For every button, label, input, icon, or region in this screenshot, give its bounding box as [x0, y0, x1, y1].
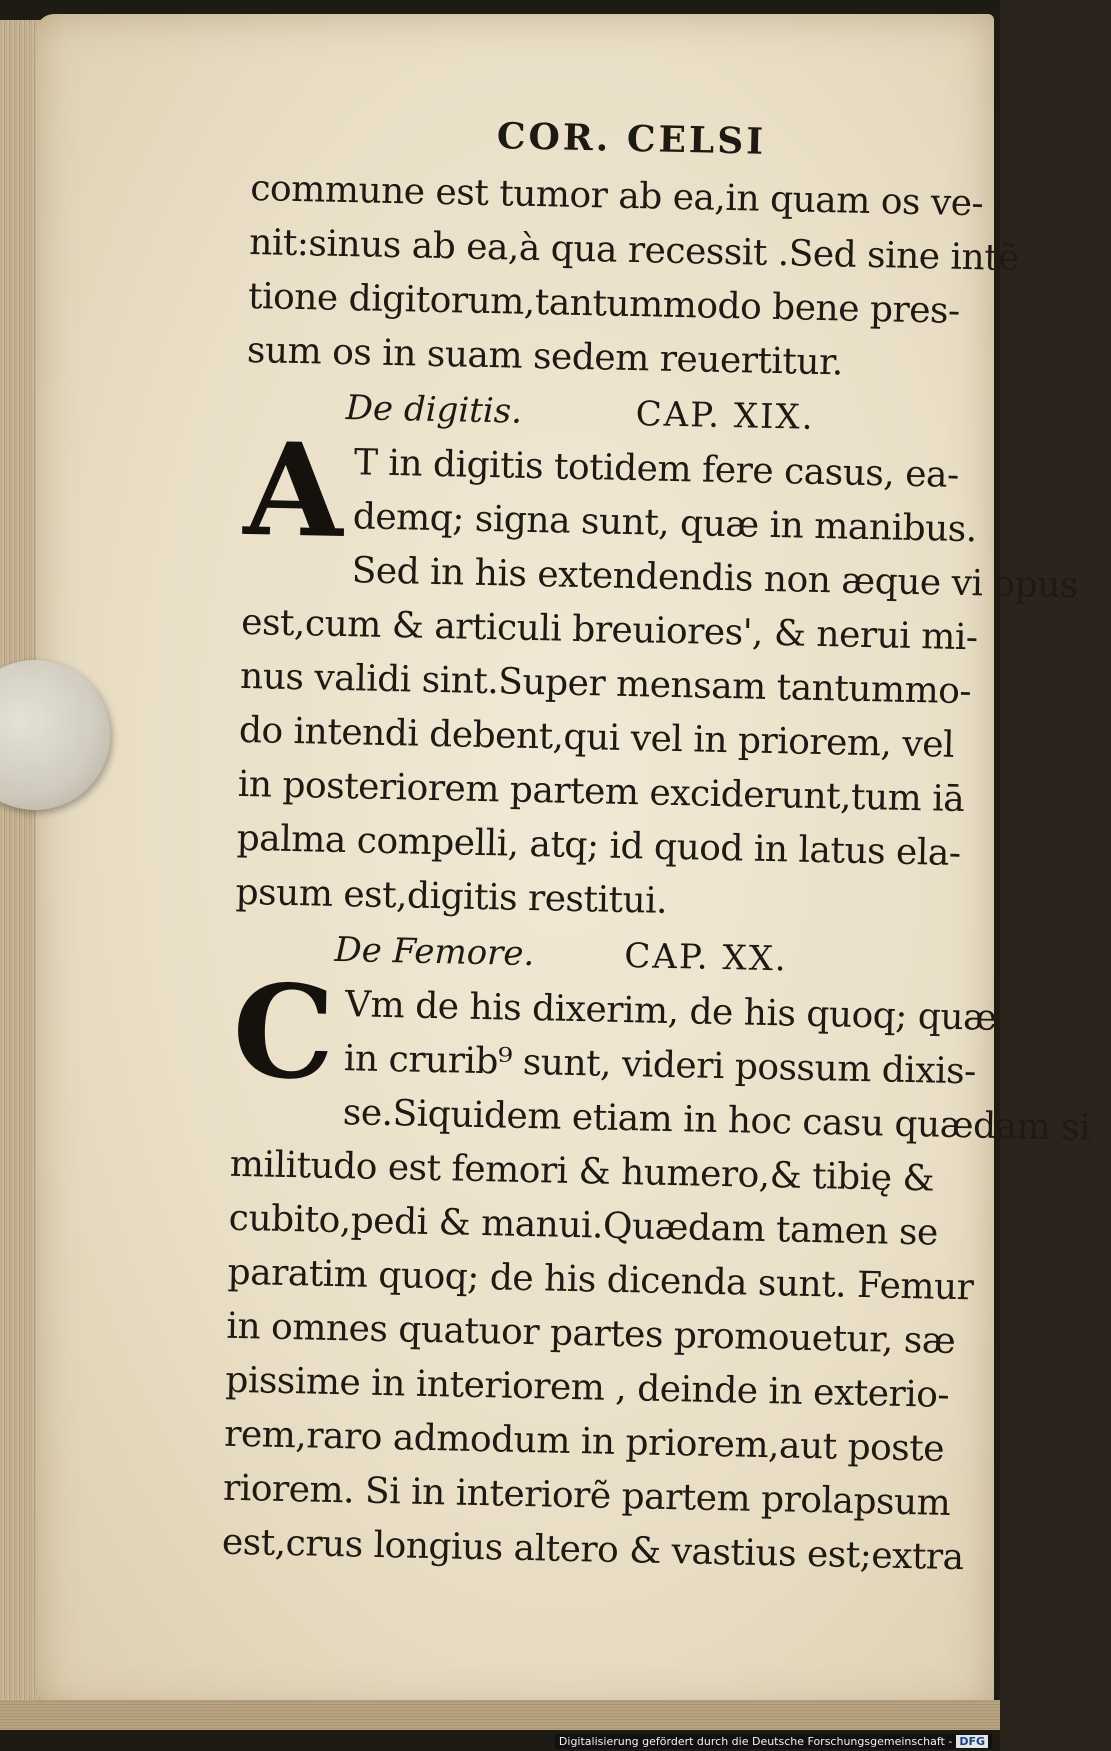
drop-cap-initial: C [231, 956, 337, 1109]
text-line: demq; signa sunt, quæ in manibus. [352, 496, 978, 551]
drop-cap-initial: A [242, 414, 345, 567]
text-line: se.Siquidem etiam in hoc casu quædam si [342, 1092, 1091, 1149]
dfg-logo: DFG [956, 1735, 988, 1748]
text-line: rem,raro admodum in priorem,aut poste [223, 1413, 945, 1470]
text-line: Sed in his extendendis non æque vi opus [351, 550, 1079, 607]
text-line: in posteriorem partem exciderunt,tum iā [237, 763, 965, 821]
chapter-title: De digitis. [345, 388, 523, 432]
text-line: do intendi debent,qui vel in priorem, vel [238, 709, 955, 766]
text-line: in crurib⁹ sunt, videri possum dixis- [343, 1038, 977, 1093]
text-line: militudo est femori & humero,& tibię & [229, 1143, 935, 1200]
text-line: psum est,digitis restitui. [235, 871, 668, 922]
chapter-number: CAP. XIX. [635, 394, 815, 438]
digitization-credit [555, 1734, 992, 1749]
text-line: nit:sinus ab ea,à qua recessit .Sed sine intẽ [248, 221, 1020, 280]
text-line: nus validi sint.Super mensam tantummo- [239, 655, 972, 713]
book-bottom-edge [0, 1700, 1000, 1730]
text-line: sum os in suam sedem reuertitur. [246, 329, 844, 384]
text-line: commune est tumor ab ea,in quam os ve- [249, 167, 984, 225]
running-head: COR. CELSI [496, 115, 767, 163]
text-line: est,crus longius altero & vastius est;extra [221, 1521, 965, 1579]
text-line: est,cum & articuli breuiores', & nerui mi- [240, 601, 978, 659]
chapter-title: De Femore. [334, 929, 535, 975]
text-line: cubito,pedi & manui.Quædam tamen se [228, 1197, 939, 1254]
text-line: pissime in interiorem , deinde in exterio- [224, 1359, 950, 1416]
text-line: riorem. Si in interiorẽ partem prolapsum [222, 1467, 951, 1524]
text-line: Vm de his dixerim, de his quoq; quæ [344, 984, 997, 1039]
opening-paragraph [246, 162, 1020, 393]
text-line: in omnes quatuor partes promouetur, sæ [226, 1305, 956, 1362]
text-line: palma compelli, atq; id quod in latus ela- [236, 817, 961, 874]
text-line: paratim quoq; de his dicenda sunt. Femur [227, 1251, 974, 1309]
text-line: T in digitis totidem fere casus, ea- [353, 442, 960, 496]
credit-text: Digitalisierung gefördert durch die Deutsche Forschungsgemeinschaft - [558, 1735, 953, 1748]
page-text [221, 110, 1091, 1585]
chapter-number: CAP. XX. [623, 935, 789, 980]
text-line: tione digitorum,tantummodo bene pres- [247, 275, 961, 332]
